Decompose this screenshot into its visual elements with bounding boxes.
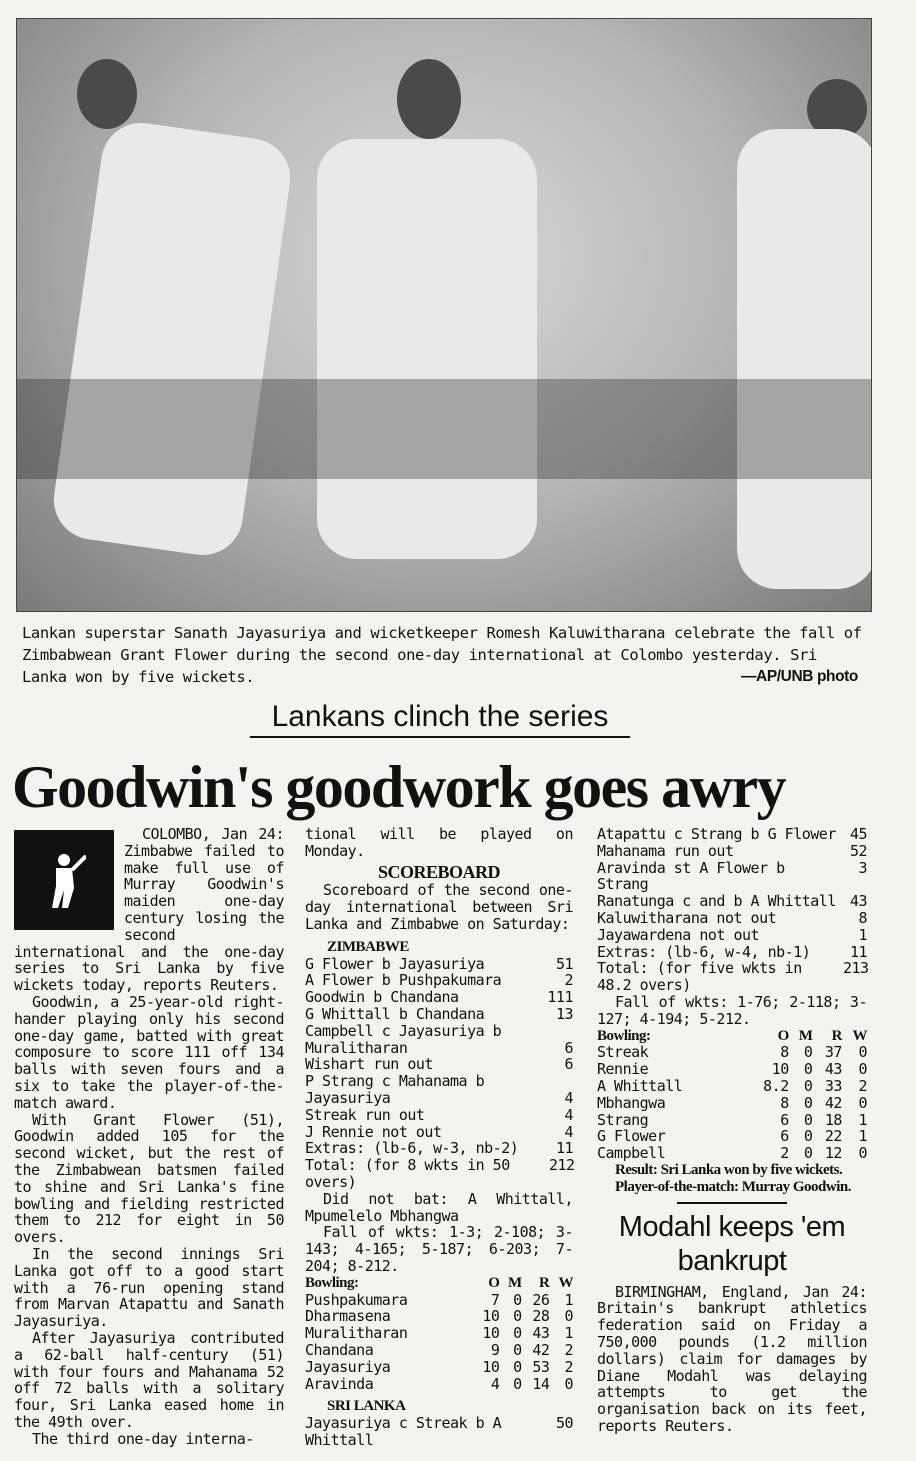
batsman-entry: Extras: (lb-6, w-4, nb-1) (597, 942, 811, 961)
batting-row (305, 1157, 573, 1191)
bowling-cell: 12 (824, 1144, 842, 1163)
batsman-entry: G Flower b Jayasuriya (305, 954, 485, 973)
story-column-3 (597, 826, 867, 1435)
runs-value: 51 (555, 954, 573, 973)
bowling-cell: 0 (513, 1340, 522, 1359)
bowling-cell: A Whittall (597, 1076, 683, 1095)
bowling-row (305, 1342, 573, 1359)
bowling-cell: 0 (803, 1144, 813, 1163)
runs-value: 11 (555, 1139, 573, 1158)
bowling-cell: 2 (564, 1340, 573, 1359)
runs-value (549, 1023, 573, 1040)
batting-row (597, 927, 867, 944)
bowling-cell: 9 (490, 1340, 500, 1359)
batting-row (305, 972, 573, 989)
bowling-cell: 0 (513, 1307, 522, 1326)
srilanka-total (597, 960, 867, 994)
runs-value: 4 (564, 1122, 573, 1141)
bowling-row (597, 1078, 867, 1095)
bowling-cell: 8.2 (763, 1076, 789, 1095)
batting-row (597, 826, 867, 843)
scoreboard-heading: SCOREBOARD (377, 861, 501, 882)
story-paragraph: In the second innings Sri Lanka got off to a good start with a 76-run opening stand from Marvan Atapattu and Sanath Jayasuriya. (14, 1244, 284, 1331)
runs-value: 43 (849, 892, 867, 911)
total-value: 213 (843, 959, 869, 978)
story-paragraph: After Jayasuriya contributed a 62-ball half-century (51) with four fours and Mahanama 52 off 72 balls with a solitary four, Sri Lanka eased home in the 49th over. (14, 1328, 284, 1431)
story-column-1 (14, 826, 284, 1447)
bowling-row (597, 1044, 867, 1061)
bowling-header-cell: W (852, 1027, 867, 1044)
batsman-entry: Atapattu c Strang b G Flower (597, 825, 836, 843)
bowling-cell: 42 (824, 1093, 842, 1112)
srilanka-batting (597, 826, 867, 960)
bowling-cell: 1 (564, 1290, 573, 1309)
batsman-entry: Extras: (lb-6, w-3, nb-2) (305, 1139, 519, 1158)
bowling-cell: 18 (824, 1110, 842, 1129)
fall-of-wickets: Fall of wkts: 1-3; 2-108; 3-143; 4-165; 5-187; 6-203; 7-204; 8-212. (305, 1223, 573, 1275)
runs-value: 8 (858, 908, 867, 927)
bowling-cell: 0 (858, 1144, 867, 1163)
bowling-row (597, 1112, 867, 1129)
bowling-cell: 1 (858, 1127, 867, 1146)
bowling-cell: 10 (482, 1324, 500, 1343)
batsman-entry: Campbell c Jayasuriya b (305, 1021, 502, 1040)
divider (677, 1202, 787, 1204)
batting-row (597, 860, 867, 894)
bowling-cell: 4 (490, 1374, 500, 1393)
batting-row (597, 944, 867, 961)
bowling-cell: 43 (824, 1060, 842, 1079)
batsman-entry: Total: (for 8 wkts in 50 overs) (305, 1156, 510, 1191)
bowling-cell: 7 (490, 1290, 500, 1309)
bowling-cell: 53 (532, 1357, 550, 1376)
batting-row (597, 843, 867, 860)
bowling-cell: Rennie (597, 1060, 649, 1079)
total-label: Total: (for five wkts in 48.2 overs) (597, 959, 802, 995)
bowling-cell: 6 (780, 1127, 789, 1146)
story-paragraph: tional will be played on Monday. (305, 825, 573, 860)
kicker-headline: Lankans clinch the series (250, 700, 630, 738)
bowling-cell: 10 (482, 1357, 500, 1376)
batsman-entry: P Strang c Mahanama b (305, 1072, 485, 1091)
bowling-cell: 1 (564, 1324, 573, 1343)
runs-value: 4 (564, 1088, 573, 1107)
team-label-srilanka: SRI LANKA (327, 1398, 406, 1415)
story-paragraph: With Grant Flower (51), Goodwin added 105 for the second wicket, but the rest of the Zimbabwean batsmen failed to shine and Sri Lanka's fine bowling and fielding restricted them to 212 for eight in 50 overs. (14, 1110, 284, 1247)
bowling-cell: Streak (597, 1043, 649, 1062)
bowling-cell: 0 (803, 1127, 813, 1146)
batsman-entry: A Flower b Pushpakumara (305, 971, 502, 990)
bowling-row (597, 1061, 867, 1078)
scoreboard-intro: Scoreboard of the second one-day international between Sri Lanka and Zimbabwe on Saturday: (305, 881, 573, 933)
zimbabwe-batting (305, 956, 573, 1191)
bowling-row (305, 1308, 573, 1325)
batsman-entry: Aravinda st A Flower b Strang (597, 858, 785, 894)
bowling-cell: 22 (824, 1127, 842, 1146)
bowling-cell: 0 (564, 1374, 573, 1393)
bowling-cell: 0 (803, 1043, 813, 1062)
bowling-cell: Muralitharan (305, 1324, 408, 1343)
runs-value: 2 (564, 971, 573, 990)
batsman-entry: Jayawardena not out (597, 925, 760, 944)
bowling-cell: 14 (532, 1374, 550, 1393)
cricket-logo-icon (14, 830, 114, 930)
bowling-row (597, 1128, 867, 1145)
batting-row (597, 910, 867, 927)
bowling-cell: 43 (532, 1324, 550, 1343)
bowling-header-cell: O (777, 1027, 789, 1044)
batsman-entry: Streak run out (305, 1105, 425, 1124)
batting-row (305, 956, 573, 973)
bowling-header-cell: R (831, 1027, 842, 1044)
bowling-header-cell: R (539, 1274, 550, 1291)
bowling-cell: 0 (858, 1043, 867, 1062)
bowling-cell: 42 (532, 1340, 550, 1359)
bowling-header-cell: Bowling: (597, 1027, 651, 1044)
bowling-cell: 26 (532, 1290, 550, 1309)
bowling-cell: G Flower (597, 1127, 666, 1146)
second-story-text: BIRMINGHAM, England, Jan 24: Britain's bankrupt athletics federation said on Friday a 750,000 pounds (1.2 million dollars) claim for damages by Diane Modahl was delaying attempts to get the organisation back on its feet, reports Reuters. (597, 1282, 867, 1435)
batting-row (305, 1073, 573, 1090)
batsman-entry: Wishart run out (305, 1055, 433, 1074)
batsman-entry: Jayasuriya (305, 1088, 391, 1107)
bowling-cell: 0 (513, 1324, 522, 1343)
team-label-zimbabwe: ZIMBABWE (327, 938, 409, 955)
caption-text: Lankan superstar Sanath Jayasuriya and wicketkeeper Romesh Kaluwitharana celebrate the fall of Zimbabwean Grant Flower during the second one-day international at Colombo yesterday. Sri Lanka won by five wickets. (22, 624, 862, 686)
bowling-cell: 0 (803, 1076, 813, 1095)
batsman-entry: Muralitharan (305, 1038, 408, 1057)
batsman-entry: Ranatunga c and b A Whittall (597, 892, 836, 911)
second-story-headline: Modahl keeps 'em bankrupt (618, 1210, 846, 1277)
bowling-cell: Strang (597, 1110, 649, 1129)
bowling-cell: 0 (803, 1110, 813, 1129)
bowling-cell: 8 (780, 1093, 789, 1112)
runs-value: 6 (564, 1038, 573, 1057)
bowling-header-cell: M (507, 1274, 522, 1291)
batting-row (305, 1140, 573, 1157)
bowling-cell: 0 (513, 1357, 522, 1376)
bowling-cell: 33 (824, 1076, 842, 1095)
bowling-cell: Campbell (597, 1144, 666, 1163)
story-paragraph: The third one-day interna- (32, 1429, 254, 1448)
batting-row (305, 989, 573, 1006)
batsman-entry: Jayasuriya c Streak b A Whittall (305, 1414, 502, 1449)
player-of-the-match: Player-of-the-match: Murray Goodwin. (615, 1178, 851, 1195)
bowling-cell: Mbhangwa (597, 1093, 666, 1112)
bowling-cell: 2 (780, 1144, 789, 1163)
batting-row (305, 1107, 573, 1124)
bowling-cell: Dharmasena (305, 1307, 391, 1326)
runs-value: 13 (555, 1004, 573, 1023)
bowling-header-cell: Bowling: (305, 1274, 359, 1291)
story-paragraph: Goodwin, a 25-year-old right-hander playing only his second one-day game, batted with great composure to score 111 off 134 balls with seven fours and a six to take the player-of-the-match award. (14, 992, 284, 1112)
bowling-header-cell: W (558, 1274, 573, 1291)
bowling-row (597, 1095, 867, 1112)
batting-row (305, 1415, 573, 1449)
batting-row (305, 1056, 573, 1073)
bowling-cell: 0 (803, 1093, 813, 1112)
batsman-entry: Mahanama run out (597, 841, 734, 860)
story-column-2 (305, 826, 573, 1449)
bowling-cell: Jayasuriya (305, 1357, 391, 1376)
runs-value: 111 (547, 988, 573, 1007)
bowling-cell: 10 (771, 1060, 789, 1079)
bowling-cell: 0 (513, 1290, 522, 1309)
runs-value: 1 (858, 925, 867, 944)
runs-value: 6 (564, 1055, 573, 1074)
batsman-entry: G Whittall b Chandana (305, 1004, 485, 1023)
batsman-entry: Goodwin b Chandana (305, 988, 459, 1007)
bowling-header-row (597, 1028, 867, 1045)
bowling-row (305, 1292, 573, 1309)
bowling-cell: Pushpakumara (305, 1290, 408, 1309)
runs-value (549, 1073, 573, 1090)
runs-value: 212 (549, 1156, 575, 1175)
bowling-cell: Chandana (305, 1340, 374, 1359)
photo-credit: —AP/UNB photo (740, 668, 858, 685)
batting-row (597, 893, 867, 910)
bowling-cell: Aravinda (305, 1374, 374, 1393)
zimbabwe-bowling-table (597, 1028, 867, 1162)
bowling-row (305, 1325, 573, 1342)
news-photo (16, 18, 872, 612)
bowling-cell: 0 (513, 1374, 522, 1393)
batting-row (305, 1023, 573, 1040)
srilanka-bowling-table (305, 1275, 573, 1393)
bowling-header-cell: O (488, 1274, 500, 1291)
bowling-cell: 0 (803, 1060, 813, 1079)
bowling-cell: 2 (564, 1357, 573, 1376)
bowling-cell: 6 (780, 1110, 789, 1129)
batsman-entry: J Rennie not out (305, 1122, 442, 1141)
bowling-cell: 8 (780, 1043, 789, 1062)
bowling-cell: 0 (858, 1060, 867, 1079)
bowling-header-cell: M (798, 1027, 813, 1044)
batsman-entry: Kaluwitharana not out (597, 908, 777, 927)
bowling-cell: 0 (564, 1307, 573, 1326)
main-headline: Goodwin's goodwork goes awry (12, 754, 786, 820)
batting-row (305, 1090, 573, 1107)
runs-value: 4 (564, 1105, 573, 1124)
bowling-cell: 0 (858, 1093, 867, 1112)
bowling-cell: 28 (532, 1307, 550, 1326)
batting-row (305, 1124, 573, 1141)
bowling-row (305, 1359, 573, 1376)
bowling-cell: 1 (858, 1110, 867, 1129)
photo-caption (22, 622, 862, 688)
runs-value: 50 (555, 1414, 573, 1433)
bowling-row (597, 1145, 867, 1162)
bowling-cell: 2 (858, 1076, 867, 1095)
batting-row (305, 1040, 573, 1057)
runs-value: 45 (849, 825, 867, 843)
srilanka-batting-start (305, 1415, 573, 1449)
bowling-row (305, 1376, 573, 1393)
match-result: Result: Sri Lanka won by five wickets. (615, 1161, 843, 1178)
fall-of-wickets: Fall of wkts: 1-76; 2-118; 3-127; 4-194; 5-212. (597, 992, 867, 1028)
runs-value: 3 (858, 858, 867, 877)
runs-value: 52 (849, 841, 867, 860)
batting-row (305, 1006, 573, 1023)
runs-value: 11 (849, 942, 867, 961)
bowling-header-row (305, 1275, 573, 1292)
bowling-cell: 10 (482, 1307, 500, 1326)
bowling-cell: 37 (824, 1043, 842, 1062)
story-dateline: COLOMBO, Jan 24: Zimbabwe failed to make full use of Murray Goodwin's maiden one-day century losing the second international and the one-day series to Sri Lanka by five wickets today, reports Reuters. (14, 825, 284, 995)
did-not-bat: Did not bat: A Whittall, Mpumelelo Mbhangwa (305, 1189, 573, 1225)
